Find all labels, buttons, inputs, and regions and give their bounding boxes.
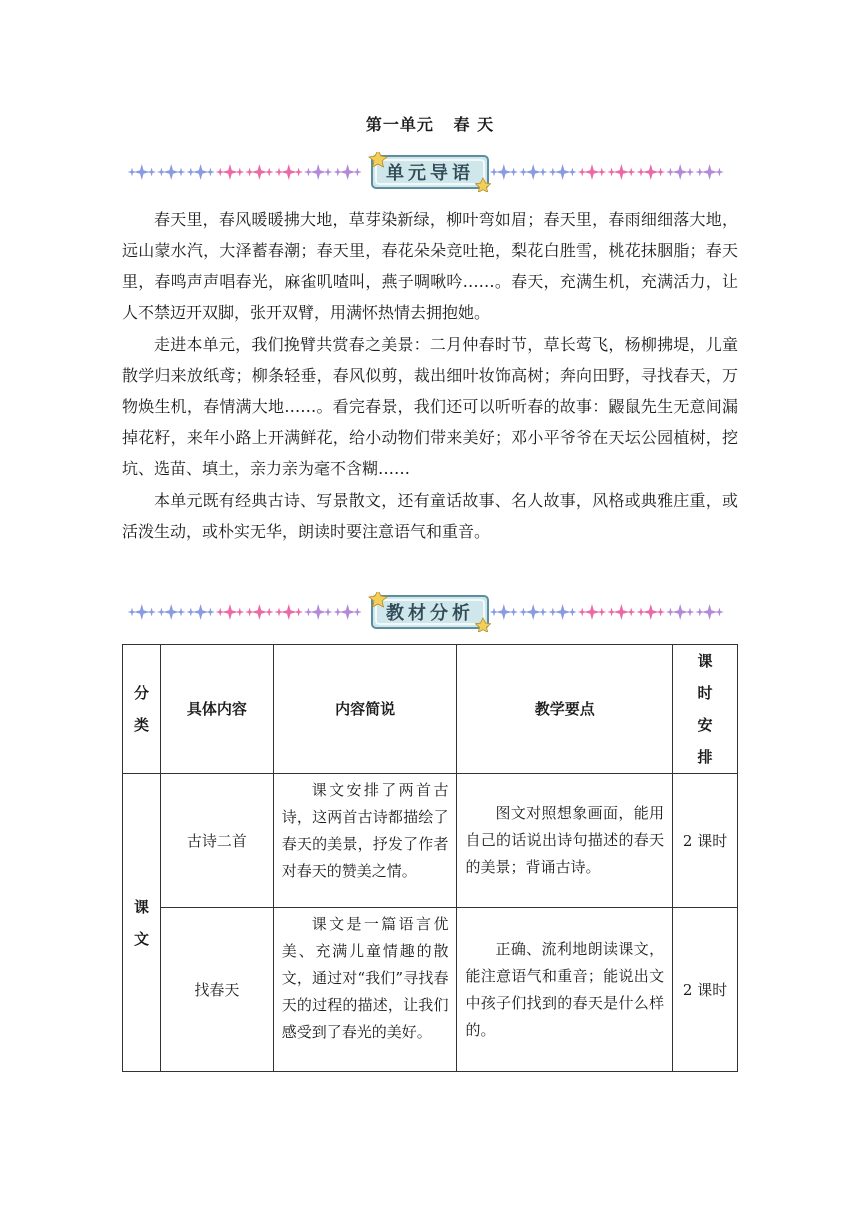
- sparkle-icon: [353, 168, 362, 177]
- intro-paragraph: 春天里，春风暖暖拂大地，草芽染新绿，柳叶弯如眉；春天里，春雨细细落大地，远山蒙水汽，大泽蓄春潮；春天里，春花朵朵竞吐艳，梨花白胜雪，桃花抹胭脂；春天里，春鸣声声唱春光，麻雀叽喳叫，燕子啁啾吟……。春天，充满生机，充满活力，让人不禁迈开双脚，张开双臂，用满怀热情去拥抱她。: [122, 210, 738, 322]
- header-summary: 内容简说: [273, 645, 457, 774]
- sparkle-icon: [265, 168, 274, 177]
- header-content: 具体内容: [160, 645, 273, 774]
- key-points-text: 正确、流利地朗读课文，能注意语气和重音；能说出文中孩子们找到的春天是什么样的。: [465, 939, 665, 1039]
- intro-paragraph: 走进本单元，我们挽臂共赏春之美景：二月仲春时节，草长莺飞，杨柳拂堤，儿童散学归来放纸鸢；柳条轻垂，春风似剪，裁出细叶妆饰高树；奔向田野，寻找春天，万物焕生机，春情满大地……。看完春景，我们还可以听听春的故事：鼹鼠先生无意间漏掉花籽，来年小路上开满鲜花，给小动物们带来美好；邓小平爷爷在天坛公园植树，挖坑、选苗、填土，亲力亲为毫不含糊……: [122, 335, 738, 478]
- intro-paragraph: 本单元既有经典古诗、写景散文，还有童话故事、名人故事，风格或典雅庄重，或活泼生动，或朴实无华，朗读时要注意语气和重音。: [122, 491, 738, 541]
- sparkle-icon: [509, 168, 518, 177]
- textbook-analysis-table: [122, 644, 738, 1072]
- sparkle-icon: [235, 168, 244, 177]
- unit-guide-banner: [128, 152, 732, 192]
- schedule-cell: 2 课时: [673, 774, 738, 908]
- right-sparkles: [490, 604, 724, 620]
- header-category: [123, 645, 161, 774]
- header-key-points: 教学要点: [457, 645, 673, 774]
- key-points-cell: [457, 774, 673, 908]
- category-cell: [123, 774, 161, 1072]
- sparkle-icon: [294, 168, 303, 177]
- schedule-cell: 2 课时: [673, 908, 738, 1072]
- sparkle-icon: [324, 168, 333, 177]
- sparkle-icon: [568, 608, 577, 617]
- table-header-row: [123, 645, 738, 774]
- sparkle-icon: [353, 608, 362, 617]
- sparkle-icon: [627, 608, 636, 617]
- unit-intro: [122, 204, 738, 548]
- sparkle-icon: [147, 608, 156, 617]
- sparkle-icon: [539, 608, 548, 617]
- content-cell: 找春天: [160, 908, 273, 1072]
- sparkle-icon: [627, 168, 636, 177]
- left-sparkles: [128, 164, 362, 180]
- key-points-text: 图文对照想象画面，能用自己的话说出诗句描述的春天的美景；背诵古诗。: [465, 804, 665, 876]
- sparkle-icon: [235, 608, 244, 617]
- sparkle-icon: [686, 168, 695, 177]
- sparkle-icon: [265, 608, 274, 617]
- sparkle-icon: [206, 608, 215, 617]
- header-schedule: [673, 645, 738, 774]
- left-sparkles: [128, 604, 362, 620]
- header-category-text: 分 类: [133, 684, 149, 734]
- sparkle-icon: [715, 168, 724, 177]
- summary-text: 课文安排了两首古诗，这两首古诗都描绘了春天的美景，抒发了作者对春天的赞美之情。: [281, 781, 449, 880]
- table-row: [123, 774, 738, 908]
- textbook-analysis-banner: [128, 592, 732, 632]
- sparkle-icon: [324, 608, 333, 617]
- sparkle-icon: [597, 168, 606, 177]
- summary-cell: [273, 908, 457, 1072]
- sparkle-icon: [686, 608, 695, 617]
- sparkle-icon: [715, 608, 724, 617]
- sparkle-icon: [294, 608, 303, 617]
- sparkle-icon: [177, 168, 186, 177]
- table-row: [123, 908, 738, 1072]
- sparkle-icon: [509, 608, 518, 617]
- sparkle-icon: [568, 168, 577, 177]
- header-schedule-text: 课 时 安 排: [697, 652, 713, 766]
- category-text: 课 文: [133, 897, 149, 948]
- right-sparkles: [490, 164, 724, 180]
- summary-cell: [273, 774, 457, 908]
- page-title: 第一单元 春 天: [365, 115, 495, 134]
- sparkle-icon: [656, 608, 665, 617]
- summary-text: 课文是一篇语言优美、充满儿童情趣的散文，通过对“我们”寻找春天的过程的描述，让我们感受到了春光的美好。: [281, 915, 449, 1041]
- sparkle-icon: [539, 168, 548, 177]
- sparkle-icon: [147, 168, 156, 177]
- textbook-analysis-title: 教材分析: [386, 603, 474, 624]
- key-points-cell: [457, 908, 673, 1072]
- sparkle-icon: [206, 168, 215, 177]
- unit-guide-title: 单元导语: [386, 163, 474, 184]
- content-cell: 古诗二首: [160, 774, 273, 908]
- sparkle-icon: [656, 168, 665, 177]
- sparkle-icon: [177, 608, 186, 617]
- sparkle-icon: [597, 608, 606, 617]
